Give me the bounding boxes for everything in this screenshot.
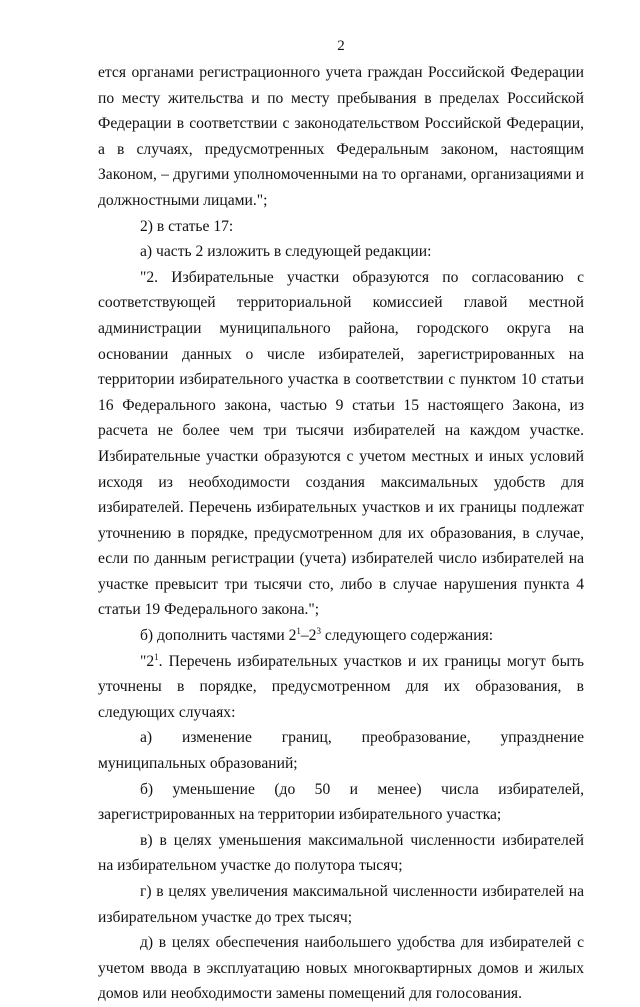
part-2-1-text: . Перечень избирательных участков и их границы могут быть уточнены в порядке, предусмотренном для их образования, в следующих случаях:	[98, 652, 584, 721]
document-body	[98, 60, 584, 1007]
list-item-d: д) в целях обеспечения наибольшего удобства для избирателей с учетом ввода в эксплуатацию новых многоквартирных домов и жилых домов или необходимости замены помещений для голосования.	[98, 934, 584, 1003]
paragraph-part-2-1	[98, 649, 584, 726]
paragraph-part-2-intro: а) часть 2 изложить в следующей редакции:	[140, 243, 432, 261]
superscript-3: 3	[316, 625, 321, 636]
list-item-a: а) изменение границ, преобразование, упразднение муниципальных образований;	[98, 729, 584, 773]
add-parts-text-b: –2	[300, 627, 317, 645]
list-item-v: в) в целях уменьшения максимальной численности избирателей на избирательном участке до полутора тысяч;	[98, 831, 584, 875]
paragraph-part-2-text: "2. Избирательные участки образуются по согласованию с соответствующей территориальной комиссией главой местной администрации муниципального района, городского округа на основании данных о числе избирателей, зарегистрированных на территории избирательного участка в соответствии с пунктом 10 статьи 16 Федерального закона, частью 9 статьи 15 настоящего Закона, из расчета не более чем три тысячи избирателей на каждом участке. Избирательные участки образуются с учетом местных и иных условий исходя из необходимости создания максимальных удобств для избирателей. Перечень избирательных участков и их границы подлежат уточнению в порядке, предусмотренном для их образования, в случае, если по данным регистрации (учета) избирателей число избирателей на участке превысит три тысячи сто, либо в случае нарушения пункта 4 статьи 19 Федерального закона.";	[98, 268, 584, 619]
superscript-part-2-1: 1	[154, 651, 159, 662]
part-2-1-prefix: "2	[140, 652, 155, 670]
superscript-1: 1	[296, 625, 301, 636]
list-item-g: г) в целях увеличения максимальной численности избирателей на избирательном участке до трех тысяч;	[98, 883, 584, 926]
add-parts-text-a: б) дополнить частями 2	[140, 627, 297, 645]
paragraph-continuation: ется органами регистрационного учета граждан Российской Федерации по месту жительства и по месту пребывания в пределах Российской Федерации в соответствии с законодательством Российской Федерации, а в случаях, предусмотренных Федеральным законом, настоящим Законом, – другими уполномоченными на то органами, организациями и должностными лицами.";	[98, 64, 584, 209]
add-parts-text-c: следующего содержания:	[320, 627, 494, 645]
paragraph-article-17: 2) в статье 17:	[140, 217, 234, 235]
list-item-b: б) уменьшение (до 50 и менее) числа избирателей, зарегистрированных на территории избирательного участка;	[98, 780, 584, 824]
page-number: 2	[337, 38, 345, 54]
paragraph-add-parts	[98, 623, 584, 649]
